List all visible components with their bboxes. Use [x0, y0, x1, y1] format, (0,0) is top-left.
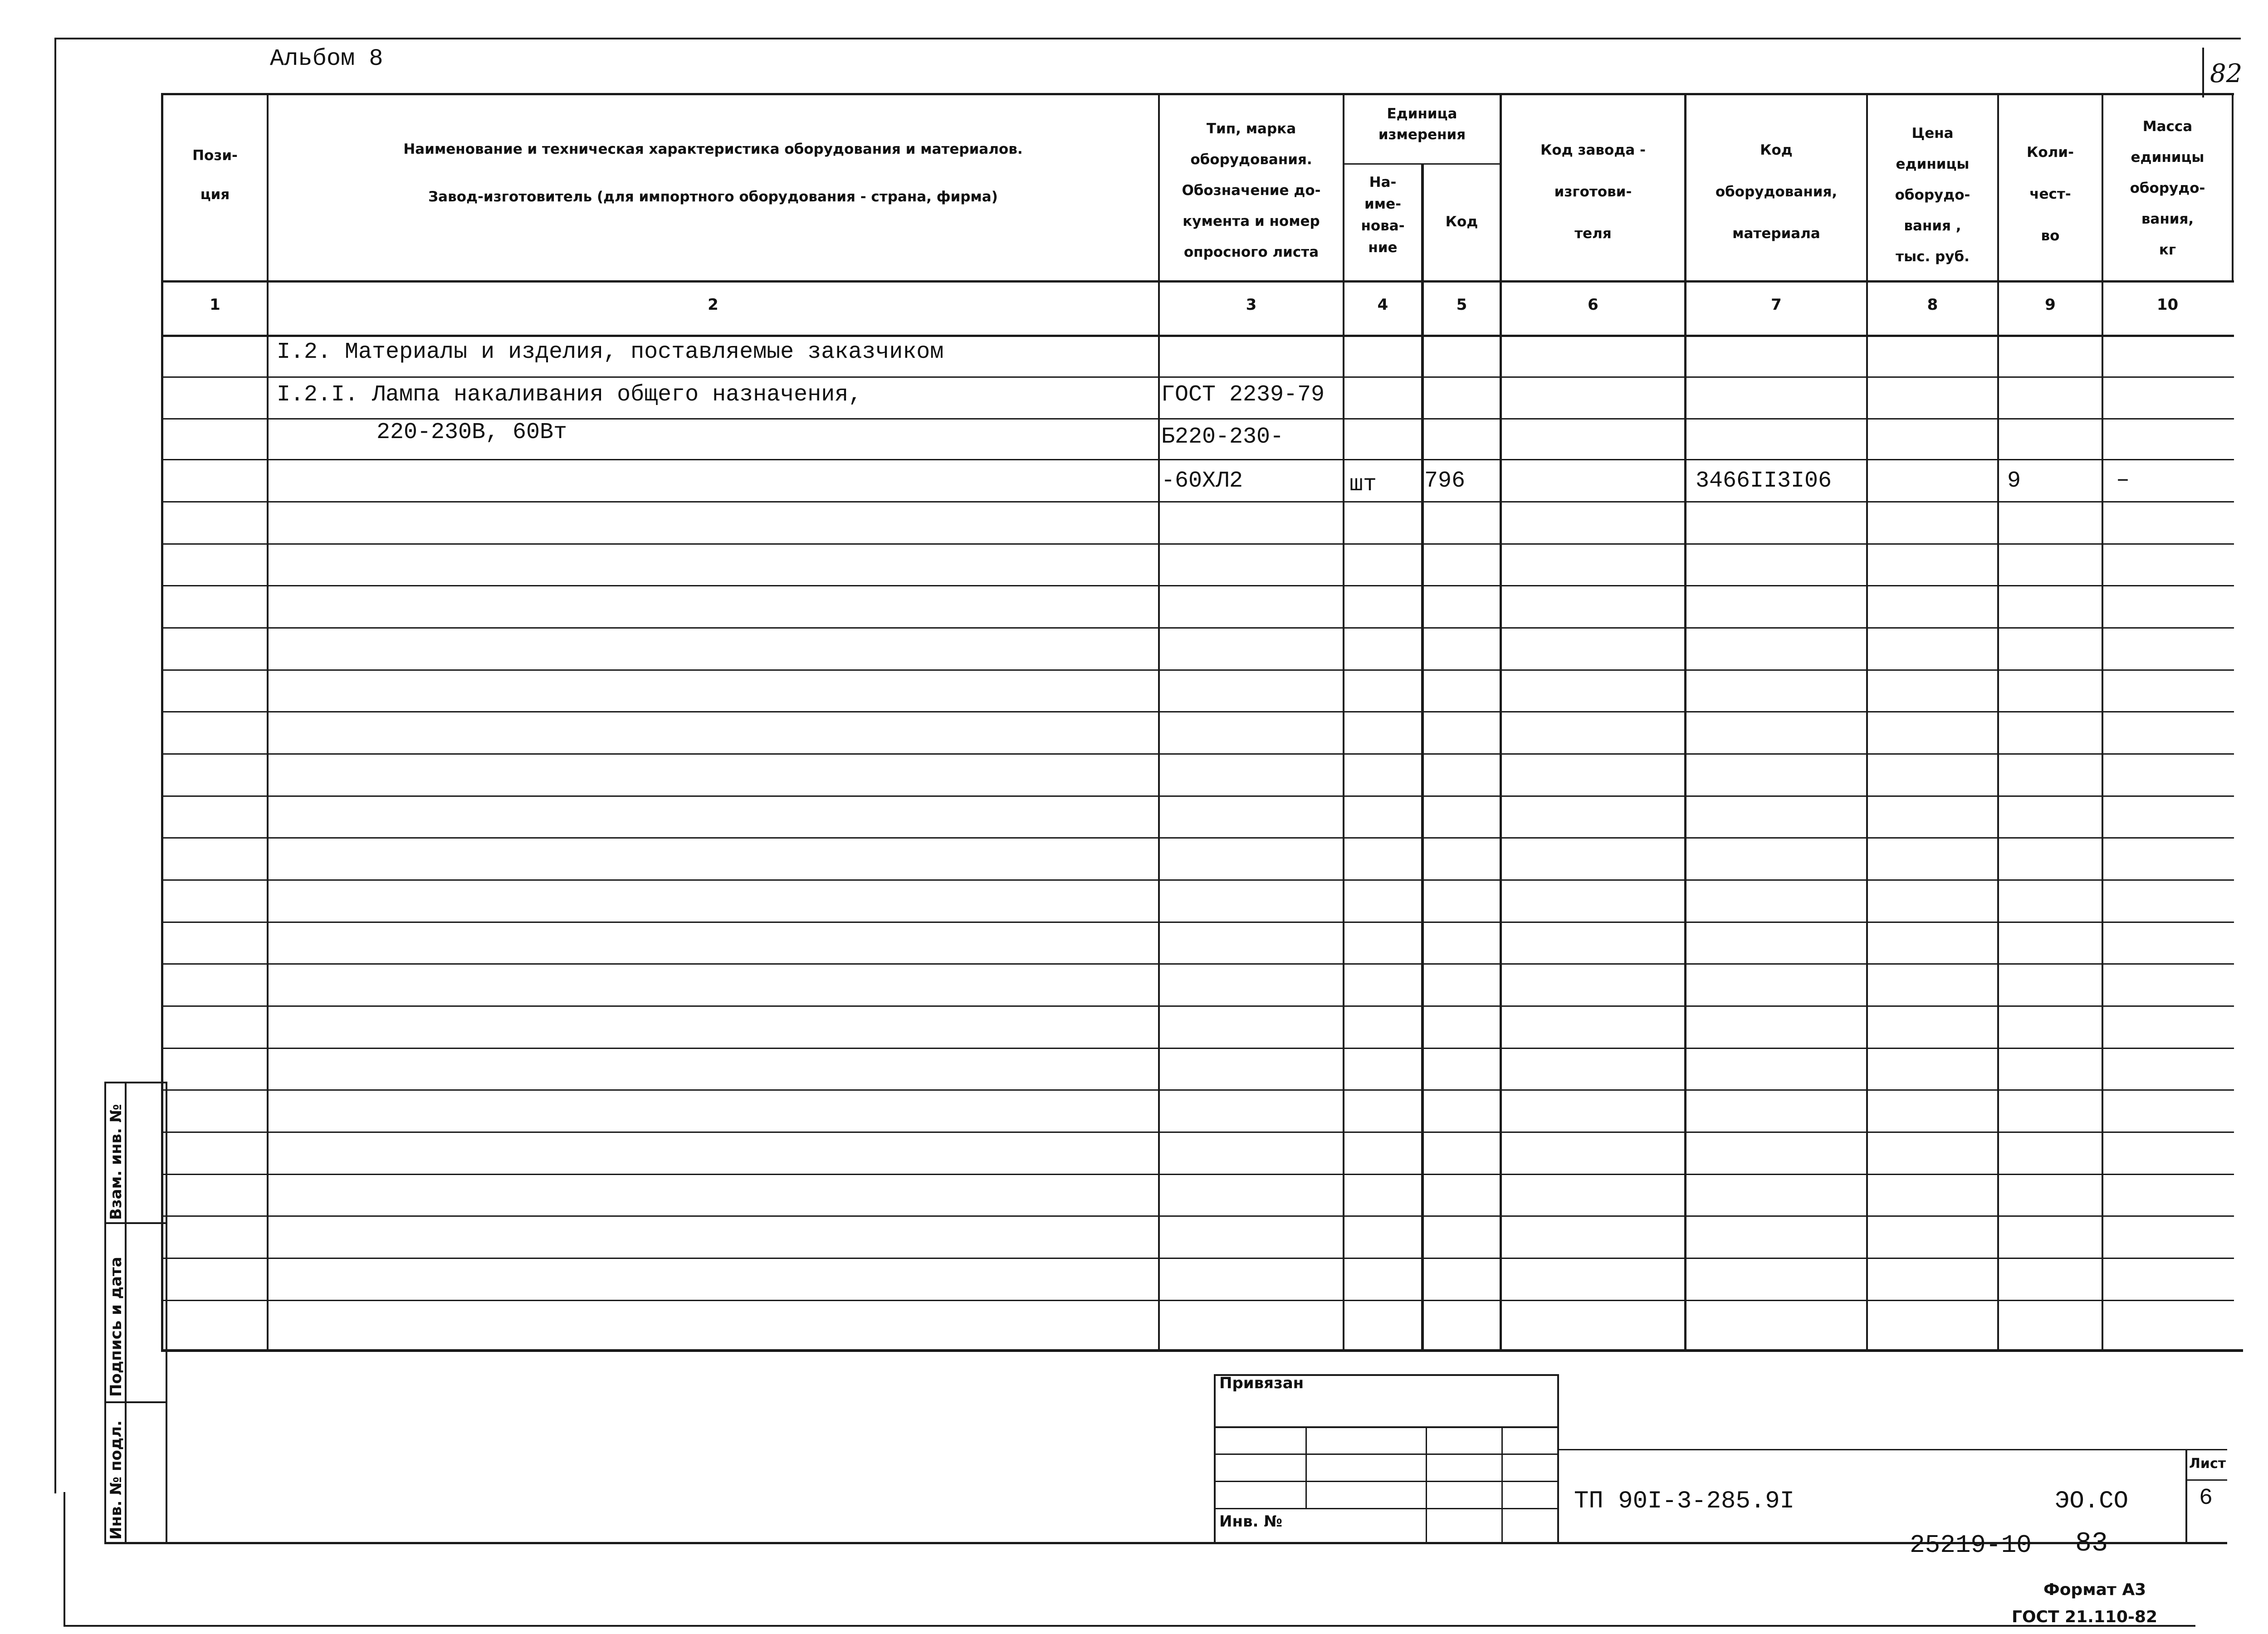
- archive-number: 25219-10: [1910, 1531, 2032, 1560]
- header-type-l5: опросного листа: [1183, 244, 1319, 260]
- header-type-l4: кумента и номер: [1183, 213, 1320, 229]
- tb-sheet-div: [2185, 1479, 2227, 1481]
- tb-row1: [1214, 1426, 1559, 1428]
- header-unit-name: [1344, 171, 1421, 259]
- header-unit-name-l3: нова-: [1361, 218, 1405, 234]
- row-line-1: [161, 376, 2234, 378]
- table-bottom-line: [161, 1349, 2243, 1352]
- tb-box-left: [1214, 1374, 1216, 1542]
- colnum-7: 7: [1771, 296, 1782, 314]
- page-mark: 82: [2210, 59, 2243, 88]
- header-unit-name-l2: име-: [1364, 196, 1401, 212]
- col-line-8: [1997, 93, 1999, 1351]
- side-label-podpis: Подпись и дата: [107, 1257, 125, 1397]
- row-line-23: [161, 1300, 2234, 1301]
- row-line-3: [161, 459, 2234, 460]
- row-line-6: [161, 585, 2234, 586]
- col-line-2: [1158, 93, 1160, 1351]
- header-bottom-line: [161, 280, 2234, 283]
- header-price-l5: тыс. руб.: [1896, 249, 1970, 265]
- side-stamp-left: [104, 1082, 106, 1544]
- row-line-22: [161, 1258, 2234, 1259]
- header-unit-name-l1: На-: [1369, 174, 1397, 190]
- row-line-19: [161, 1132, 2234, 1133]
- gost-label: ГОСТ 21.110-82: [2012, 1608, 2158, 1626]
- archive-page: 83: [2075, 1528, 2108, 1559]
- row-item-mass: –: [2116, 467, 2130, 493]
- colnum-10: 10: [2156, 296, 2179, 314]
- row-line-5: [161, 543, 2234, 545]
- header-factory-code-l2: изготови-: [1554, 184, 1632, 200]
- tb-row4: [1214, 1508, 1559, 1509]
- tb-col1: [1305, 1426, 1307, 1508]
- header-type-l3: Обозначение до-: [1182, 182, 1321, 199]
- header-price-l1: Цена: [1911, 125, 1954, 141]
- header-price-l2: единицы: [1896, 156, 1970, 172]
- row-line-4: [161, 501, 2234, 502]
- row-line-11: [161, 795, 2234, 797]
- header-unit-group: [1344, 103, 1500, 145]
- col-line-5: [1500, 93, 1502, 1351]
- header-mass-l4: вания,: [2141, 211, 2194, 227]
- side-stamp-div2: [104, 1401, 166, 1403]
- colnum-8: 8: [1927, 296, 1938, 314]
- row-line-10: [161, 753, 2234, 755]
- header-quantity-l1: Коли-: [2027, 144, 2074, 161]
- header-quantity: [1999, 132, 2102, 257]
- tb-section: ЭО.СО: [2055, 1488, 2129, 1515]
- header-unit-name-l4: ние: [1368, 239, 1398, 256]
- row-item-spec: 220-230В, 60Вт: [376, 419, 567, 445]
- col-line-1: [267, 93, 269, 1351]
- side-label-vzam: Взам. инв. №: [107, 1104, 125, 1220]
- tb-doc-line: [1559, 1449, 2227, 1450]
- row-item-type: ГОСТ 2239-79: [1161, 382, 1325, 408]
- row-item-unit-code: 796: [1424, 468, 1466, 494]
- row-line-8: [161, 669, 2234, 671]
- row-line-18: [161, 1089, 2234, 1091]
- tb-row3: [1214, 1481, 1559, 1482]
- header-position: [163, 136, 267, 214]
- header-equipment-code-l3: материала: [1732, 225, 1820, 242]
- row-line-16: [161, 1005, 2234, 1007]
- side-stamp-div1: [104, 1222, 166, 1224]
- header-unit-code: Код: [1445, 214, 1478, 230]
- header-price-l4: вания ,: [1904, 218, 1961, 234]
- row-section-title: I.2. Материалы и изделия, поставляемые заказчиком: [277, 339, 944, 365]
- row-line-13: [161, 879, 2234, 881]
- frame-left: [54, 38, 56, 1493]
- tb-sheet-label: Лист: [2189, 1456, 2226, 1472]
- table-top-line: [161, 93, 2234, 95]
- side-stamp-right: [166, 1082, 167, 1544]
- row-line-17: [161, 1048, 2234, 1049]
- header-equipment-code: [1686, 129, 1866, 254]
- row-line-14: [161, 922, 2234, 923]
- colnum-6: 6: [1588, 296, 1598, 314]
- col-line-7: [1866, 93, 1868, 1351]
- side-stamp-top: [104, 1082, 166, 1083]
- row-item-material-code: 3466II3I06: [1696, 468, 1832, 494]
- tb-col3: [1501, 1426, 1503, 1542]
- numbers-bottom-line: [161, 335, 2234, 337]
- side-label-inv: Инв. № подл.: [107, 1420, 125, 1540]
- col-line-0: [161, 93, 163, 1351]
- tb-box-right: [1557, 1374, 1559, 1542]
- header-quantity-l3: во: [2041, 228, 2060, 244]
- header-type: [1160, 113, 1343, 268]
- format-label: Формат А3: [2043, 1580, 2146, 1599]
- page-mark-box-left: [2202, 48, 2204, 98]
- header-position-l2: ция: [200, 186, 230, 203]
- header-mass: [2103, 111, 2232, 265]
- colnum-1: 1: [210, 296, 220, 314]
- header-unit-group-l2: измерения: [1378, 127, 1466, 143]
- header-type-l1: Тип, марка: [1206, 121, 1296, 137]
- col-line-6: [1684, 93, 1686, 1351]
- header-unit-group-l1: Единица: [1387, 106, 1457, 122]
- tb-sheet-left: [2185, 1449, 2187, 1544]
- header-equipment-code-l2: оборудования,: [1715, 184, 1838, 200]
- col-line-3: [1343, 93, 1344, 1351]
- header-quantity-l2: чест-: [2029, 186, 2071, 202]
- col-line-10: [2232, 93, 2234, 281]
- row-line-15: [161, 963, 2234, 965]
- header-position-l1: Пози-: [192, 147, 238, 164]
- colnum-9: 9: [2045, 296, 2056, 314]
- tb-sheet-no: 6: [2199, 1485, 2213, 1511]
- row-line-20: [161, 1174, 2234, 1175]
- header-equipment-code-l1: Код: [1760, 142, 1793, 158]
- header-mass-l2: единицы: [2131, 149, 2204, 166]
- row-line-12: [161, 837, 2234, 839]
- header-mass-l5: кг: [2159, 242, 2176, 258]
- row-item-type-2: Б220-230-: [1161, 424, 1284, 450]
- row-item-unit: шт: [1349, 472, 1377, 498]
- header-price: [1868, 118, 1997, 272]
- row-item-qty: 9: [2007, 468, 2021, 494]
- header-mass-l1: Масса: [2142, 118, 2193, 135]
- header-name-line2: Завод-изготовитель (для импортного оборудования - страна, фирма): [428, 189, 998, 205]
- colnum-3: 3: [1246, 296, 1257, 314]
- header-factory-code-l3: теля: [1574, 225, 1612, 242]
- colnum-5: 5: [1456, 296, 1467, 314]
- row-line-9: [161, 711, 2234, 712]
- frame-bottom: [64, 1625, 2195, 1627]
- tb-col2: [1426, 1426, 1427, 1542]
- row-line-21: [161, 1215, 2234, 1217]
- side-stamp-bottom: [104, 1542, 2227, 1544]
- row-line-7: [161, 627, 2234, 629]
- colnum-2: 2: [708, 296, 719, 314]
- colnum-4: 4: [1377, 296, 1388, 314]
- col-line-4: [1421, 163, 1424, 1351]
- header-type-l2: оборудования.: [1190, 151, 1312, 168]
- frame-top: [54, 38, 2241, 39]
- tb-doc-code: ТП 90I-3-285.9I: [1574, 1488, 1795, 1515]
- header-price-l3: оборудо-: [1895, 187, 1970, 203]
- tb-row2: [1214, 1454, 1559, 1455]
- tb-inv-no: Инв. №: [1219, 1512, 1283, 1531]
- album-label: Альбом 8: [270, 45, 383, 72]
- row-item-name: I.2.I. Лампа накаливания общего назначения,: [277, 382, 862, 408]
- header-factory-code: [1502, 129, 1684, 254]
- row-item-type-3: -60ХЛ2: [1161, 468, 1243, 494]
- header-name-line1: Наименование и техническая характеристика оборудования и материалов.: [403, 141, 1023, 157]
- header-mass-l3: оборудо-: [2130, 180, 2205, 196]
- frame-left-lower: [64, 1492, 65, 1626]
- header-factory-code-l1: Код завода -: [1540, 142, 1646, 158]
- col-line-9: [2102, 93, 2103, 1351]
- tb-privyazan: Привязан: [1219, 1374, 1304, 1392]
